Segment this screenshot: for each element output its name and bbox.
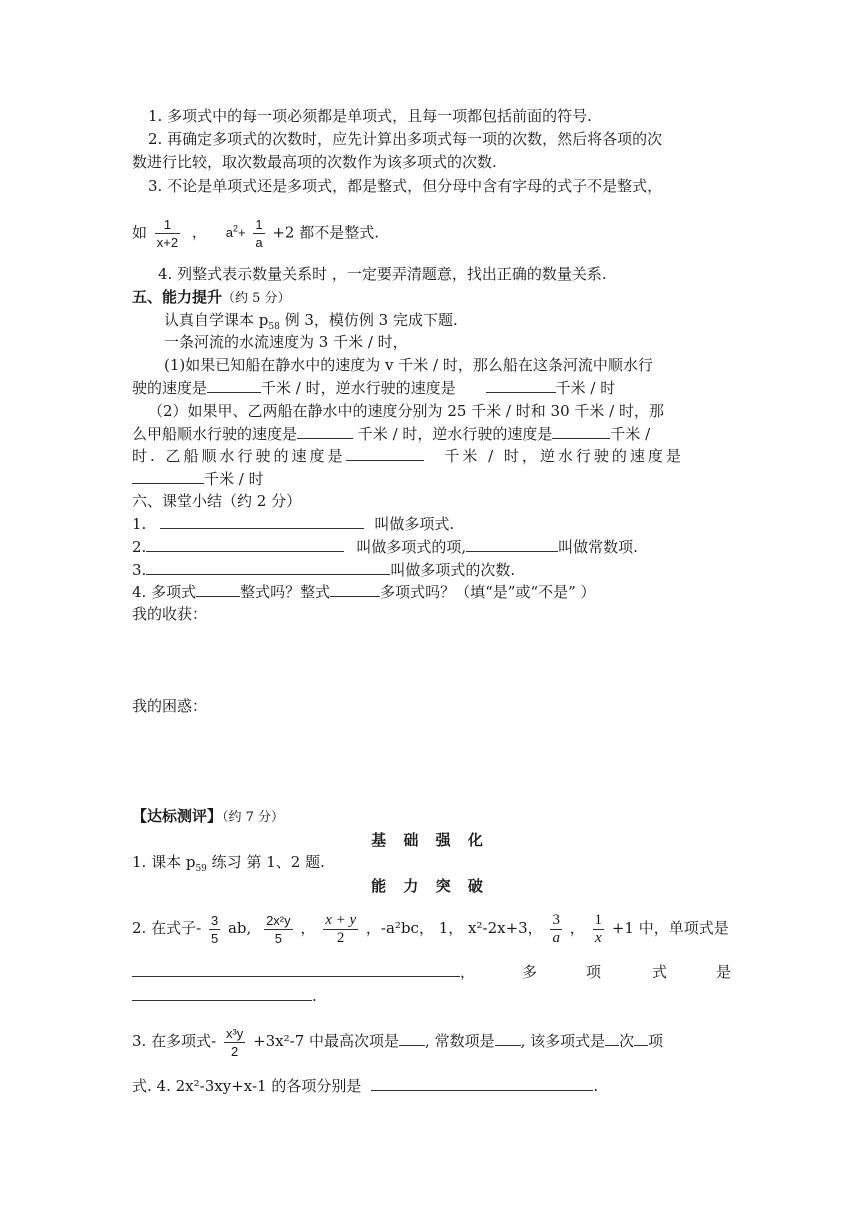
my-gains-label: 我的收获： — [132, 605, 208, 623]
blank[interactable] — [495, 1031, 521, 1046]
section-5-heading: 五、能力提升（约 5 分） — [132, 288, 291, 306]
assessment-heading: 【达标测评】（约 7 分） — [132, 807, 285, 825]
blank[interactable] — [207, 378, 261, 393]
question-2-c: 时. 乙船顺水行驶的速度是 千米 / 时，逆水行驶的速度是 — [132, 447, 684, 465]
fraction-x-plus-y-over-2: $\frac{x + y}{2}$ — [325, 911, 357, 946]
question-1-a: (1)如果已知船在静水中的速度为 v 千米 / 时，那么船在这条河流中顺水行 — [164, 356, 653, 374]
summary-1: 1. 叫做多项式. — [132, 515, 455, 533]
breakthrough-heading: 能 力 突 破 — [371, 877, 489, 895]
question-1-b: 驶的速度是 千米 / 时，逆水行驶的速度是 千米 / 时 — [132, 379, 616, 397]
problem-2: 2. 在式子- $\frac{3}{5}$ ab, $\frac{\text{2x²y}}{5}$ ， $\frac{x + y}{2}$ ，-a²bc， 1， x²-2x+3， $\frac{3}{a}$ ， $\frac{1}{x}$ +1 中，单项式是 — [132, 911, 729, 946]
blank[interactable] — [605, 1031, 619, 1046]
question-2-d: 千米 / 时 — [132, 469, 264, 489]
fraction-2x2y-over-5: $\frac{\text{2x²y}}{5}$ — [266, 912, 291, 946]
note-2b: 数进行比较，取次数最高项的次数作为该多项式的次数. — [132, 153, 497, 171]
section-6-heading: 六、课堂小结（约 2 分） — [132, 492, 302, 510]
my-confusion-label: 我的困惑： — [132, 697, 208, 715]
blank[interactable] — [399, 1031, 425, 1046]
fraction-1-over-x: $\frac{1}{x}$ — [594, 911, 603, 946]
fraction-3-over-5: $\frac{3}{5}$ — [210, 912, 219, 946]
fraction-x3y-over-2: $\frac{\text{x³y}}{2}$ — [225, 1025, 244, 1059]
blank[interactable] — [132, 962, 460, 977]
problem-4: 式. 4. 2x²-3xy+x-1 的各项分别是 . — [132, 1077, 599, 1095]
question-2-b: 么甲船顺水行驶的速度是 千米 / 时，逆水行驶的速度是 千米 / — [132, 425, 651, 443]
blank[interactable] — [634, 1031, 648, 1046]
blank[interactable] — [146, 537, 344, 552]
summary-4: 4. 多项式 整式吗？整式 多项式吗？（填“是”或“不是” ） — [132, 583, 596, 601]
blank[interactable] — [330, 582, 380, 597]
blank[interactable] — [552, 424, 610, 439]
problem-1: 1. 课本 $p_{59}$ 练习 第 1、2 题. — [132, 853, 325, 874]
fraction-3-over-a: $\frac{3}{a}$ — [552, 911, 560, 946]
blank[interactable] — [297, 424, 353, 439]
blank[interactable] — [132, 986, 312, 1001]
problem-2-answer-line-2: . — [132, 986, 317, 1006]
section-5-line-1: 认真自学课本 $p_{58}$ 例 3，模仿例 3 完成下题. — [164, 311, 458, 332]
blank[interactable] — [132, 469, 204, 484]
blank[interactable] — [346, 446, 424, 461]
note-2a: 2. 再确定多项式的次数时，应先计算出多项式每一项的次数，然后将各项的次 — [148, 130, 663, 148]
blank[interactable] — [371, 1076, 593, 1091]
blank[interactable] — [146, 560, 390, 575]
fraction-1-over-x-plus-2: $\frac{1}{x+2}$ — [156, 216, 179, 250]
problem-2-answer-line: ， 多 项 式 是 — [132, 962, 728, 982]
blank[interactable] — [160, 514, 364, 529]
summary-3: 3. 叫做多项式的次数. — [132, 561, 516, 579]
question-2-a: （2）如果甲、乙两船在静水中的速度分别为 25 千米 / 时和 30 千米 / 时，那 — [148, 402, 664, 420]
note-3-examples: 如 $\frac{1}{x+2}$ ， $a^2+$ $\frac{1}{a}$ +2 都不是整式. — [132, 216, 379, 250]
fraction-1-over-a: $\frac{1}{a}$ — [255, 216, 263, 250]
note-3: 3. 不论是单项式还是多项式，都是整式，但分母中含有字母的式子不是整式， — [148, 177, 663, 195]
note-1: 1. 多项式中的每一项必须都是单项式，且每一项都包括前面的符号. — [148, 107, 592, 125]
blank[interactable] — [486, 378, 556, 393]
blank[interactable] — [466, 537, 558, 552]
blank[interactable] — [196, 582, 240, 597]
basic-heading: 基 础 强 化 — [371, 831, 489, 849]
problem-3: 3. 在多项式- $\frac{\text{x³y}}{2}$ +3x²-7 中最高次项是 , 常数项是 , 该多项式是 次 项 — [132, 1025, 664, 1059]
summary-2: 2. 叫做多项式的项, 叫做常数项. — [132, 538, 638, 556]
note-4: 4. 列整式表示数量关系时 ，一定要弄清题意，找出正确的数量关系. — [158, 265, 607, 283]
section-5-line-2: 一条河流的水流速度为 3 千米 / 时， — [164, 333, 408, 351]
